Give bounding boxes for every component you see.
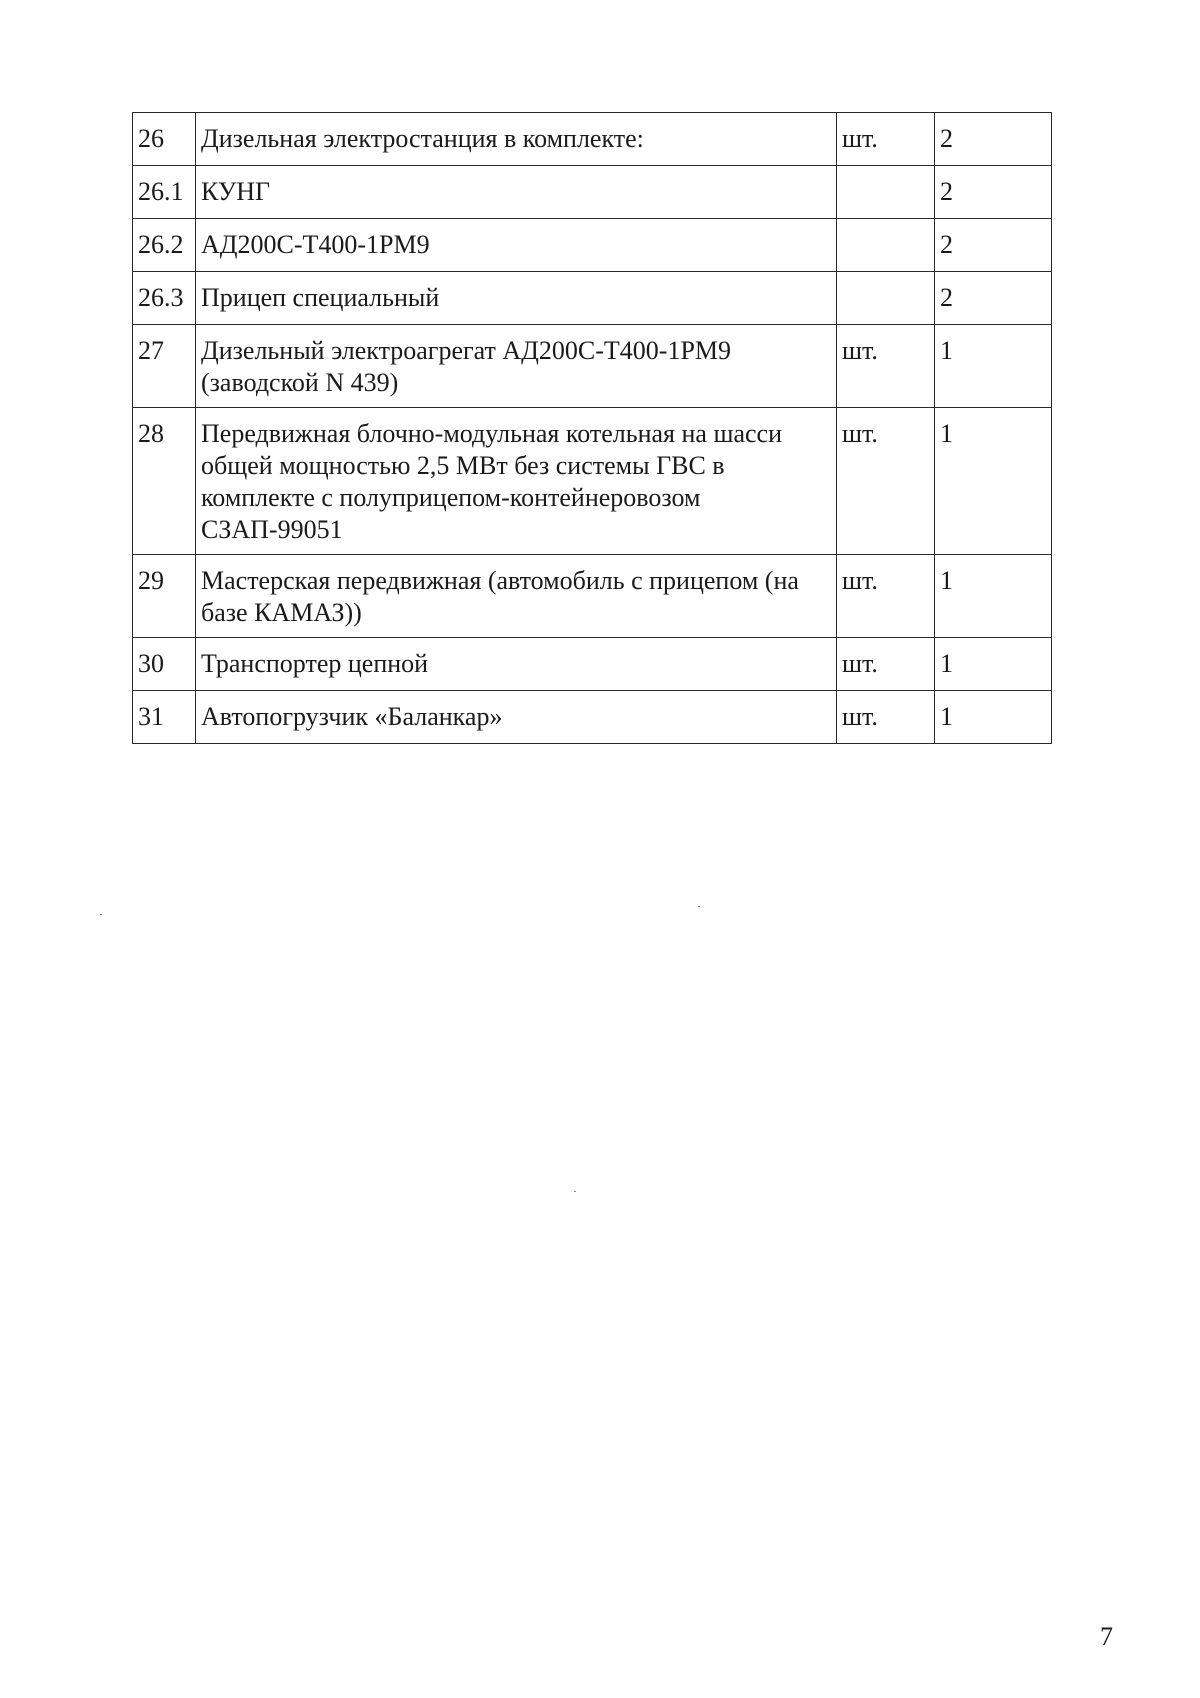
table-row [133,272,1052,325]
item-name: Передвижная блочно-модульная котельная на шасси общей мощностью 2,5 МВт без системы ГВС в комплекте с полуприцепом-контейнеровозом СЗАП-99051 [196,408,837,555]
table-row [133,555,1052,638]
scan-speck [574,1191,576,1192]
item-quantity: 1 [935,555,1052,638]
item-name: Дизельный электроагрегат АД200С-Т400-1РМ9 (заводской N 439) [196,325,837,408]
item-quantity: 2 [935,272,1052,325]
item-unit: шт. [837,325,935,408]
row-number: 30 [133,638,196,691]
page-number: 7 [1100,1622,1113,1651]
item-unit [837,272,935,325]
table-row [133,113,1052,166]
table-row [133,408,1052,555]
item-quantity: 1 [935,325,1052,408]
item-quantity: 2 [935,166,1052,219]
item-name: КУНГ [196,166,837,219]
item-unit: шт. [837,638,935,691]
item-quantity: 1 [935,408,1052,555]
item-name: Прицеп специальный [196,272,837,325]
item-unit: шт. [837,113,935,166]
row-number: 27 [133,325,196,408]
item-quantity: 1 [935,691,1052,744]
item-name: Мастерская передвижная (автомобиль с прицепом (на базе КАМАЗ)) [196,555,837,638]
item-quantity: 2 [935,219,1052,272]
row-number: 31 [133,691,196,744]
item-name: АД200С-Т400-1РМ9 [196,219,837,272]
item-unit: шт. [837,555,935,638]
item-unit [837,219,935,272]
table-row [133,166,1052,219]
table-row [133,325,1052,408]
row-number: 29 [133,555,196,638]
table-row [133,219,1052,272]
equipment-table [132,112,1052,744]
scan-speck [698,906,700,907]
item-name: Транспортер цепной [196,638,837,691]
item-unit: шт. [837,408,935,555]
scan-speck [100,914,102,915]
row-number: 26 [133,113,196,166]
row-number: 26.3 [133,272,196,325]
item-quantity: 2 [935,113,1052,166]
table-row [133,691,1052,744]
item-unit: шт. [837,691,935,744]
row-number: 28 [133,408,196,555]
item-name: Автопогрузчик «Баланкар» [196,691,837,744]
item-unit [837,166,935,219]
item-quantity: 1 [935,638,1052,691]
item-name: Дизельная электростанция в комплекте: [196,113,837,166]
row-number: 26.2 [133,219,196,272]
table-row [133,638,1052,691]
row-number: 26.1 [133,166,196,219]
